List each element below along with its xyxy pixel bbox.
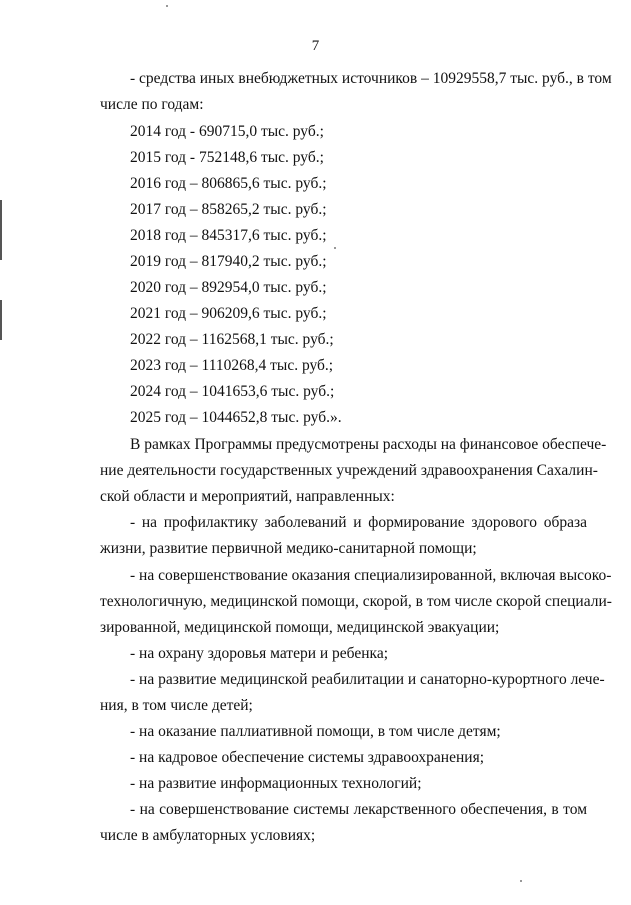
year-line: 2022 год – 1162568,1 тыс. руб.;	[130, 331, 334, 348]
bullet-line: - на развитие медицинской реабилитации и санаторно-курортного лече-	[130, 671, 605, 688]
text-line: числе по годам:	[100, 96, 204, 113]
bullet-line: - на профилактику заболеваний и формирование здорового образа	[130, 514, 587, 531]
bullet-line: - на оказание паллиативной помощи, в том числе детям;	[130, 723, 501, 740]
year-line: 2015 год - 752148,6 тыс. руб.;	[130, 149, 324, 166]
bullet-line: - на охрану здоровья матери и ребенка;	[130, 645, 389, 662]
year-line: 2017 год – 858265,2 тыс. руб.;	[130, 201, 327, 218]
year-line: 2023 год – 1110268,4 тыс. руб.;	[130, 357, 334, 374]
bullet-line: числе в амбулаторных условиях;	[100, 827, 316, 844]
bullet-line: - на развитие информационных технологий;	[130, 775, 422, 792]
bullet-line: зированной, медицинской помощи, медицинской эвакуации;	[100, 619, 500, 636]
bullet-line: - на совершенствование системы лекарственного обеспечения, в том	[130, 801, 587, 818]
year-line: 2024 год – 1041653,6 тыс. руб.;	[130, 383, 335, 400]
scan-edge-mark	[0, 300, 2, 340]
bullet-line: жизни, развитие первичной медико-санитарной помощи;	[100, 540, 477, 557]
year-line: 2016 год – 806865,6 тыс. руб.;	[130, 175, 327, 192]
text-line: - средства иных внебюджетных источников – 10929558,7 тыс. руб., в том	[130, 70, 612, 87]
year-line: 2020 год – 892954,0 тыс. руб.;	[130, 279, 327, 296]
year-line: 2021 год – 906209,6 тыс. руб.;	[130, 305, 327, 322]
year-line: 2018 год – 845317,6 тыс. руб.;	[130, 227, 327, 244]
scan-speck	[166, 5, 168, 7]
paragraph-line: В рамках Программы предусмотрены расходы на финансовое обеспече-	[130, 436, 607, 453]
bullet-line: - на совершенствование оказания специализированной, включая высоко-	[130, 567, 612, 584]
page-number: 7	[311, 38, 320, 54]
bullet-line: технологичную, медицинской помощи, скорой, в том числе скорой специали-	[100, 593, 612, 610]
bullet-line: ния, в том числе детей;	[100, 697, 253, 714]
bullet-line: - на кадровое обеспечение системы здравоохранения;	[130, 749, 485, 766]
scan-speck	[334, 247, 336, 249]
year-line: 2019 год – 817940,2 тыс. руб.;	[130, 253, 327, 270]
paragraph-line: ние деятельности государственных учреждений здравоохранения Сахалин-	[100, 462, 598, 479]
paragraph-line: ской области и мероприятий, направленных:	[100, 488, 395, 505]
scan-speck	[520, 880, 522, 882]
year-line: 2025 год – 1044652,8 тыс. руб.».	[130, 409, 342, 426]
scan-edge-mark	[0, 200, 2, 260]
year-line: 2014 год - 690715,0 тыс. руб.;	[130, 123, 324, 140]
